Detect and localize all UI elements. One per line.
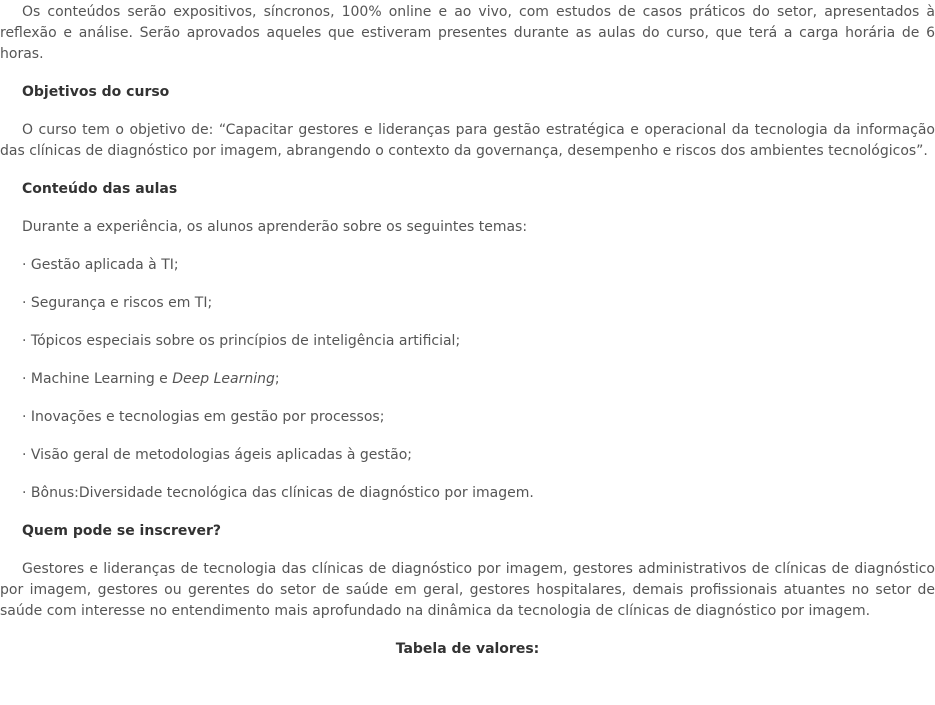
list-item: · Segurança e riscos em TI; [22, 295, 213, 311]
quem-heading: Quem pode se inscrever? [22, 523, 222, 539]
intro-paragraph: Os conteúdos serão expositivos, síncronos, 100% online e ao vivo, com estudos de casos práticos do setor, apresentados à reflexão e análise. Serão aprovados aqueles que estiveram presentes durante as aulas do curso, que terá a carga horária de 6 horas. [0, 4, 935, 62]
list-item: · Gestão aplicada à TI; [22, 257, 179, 273]
ml-suffix: ; [274, 371, 280, 387]
ml-italic: Deep Learning [172, 371, 275, 387]
list-item: · Bônus:Diversidade tecnológica das clínicas de diagnóstico por imagem. [22, 485, 534, 501]
conteudo-heading: Conteúdo das aulas [22, 181, 178, 197]
objetivos-heading: Objetivos do curso [22, 84, 170, 100]
list-item [0, 369, 935, 390]
list-item: · Tópicos especiais sobre os princípios de inteligência artificial; [22, 333, 461, 349]
list-item: · Visão geral de metodologias ágeis aplicadas à gestão; [22, 447, 413, 463]
list-item: · Inovações e tecnologias em gestão por processos; [22, 409, 385, 425]
objetivos-paragraph: O curso tem o objetivo de: “Capacitar gestores e lideranças para gestão estratégica e operacional da tecnologia da informação das clínicas de diagnóstico por imagem, abrangendo o contexto da governança, desempenho e riscos dos ambientes tecnológicos”. [0, 122, 935, 159]
quem-paragraph: Gestores e lideranças de tecnologia das clínicas de diagnóstico por imagem, gestores administrativos de clínicas de diagnóstico por imagem, gestores ou gerentes do setor de saúde em geral, gestores hospitalares, demais profissionais atuantes no setor de saúde com interesse no entendimento mais aprofundado na dinâmica da tecnologia de clínicas de diagnóstico por imagem. [0, 561, 935, 619]
conteudo-lead: Durante a experiência, os alunos aprenderão sobre os seguintes temas: [22, 219, 528, 235]
tabela-heading: Tabela de valores: [395, 641, 540, 657]
ml-prefix: · Machine Learning e [22, 371, 173, 387]
